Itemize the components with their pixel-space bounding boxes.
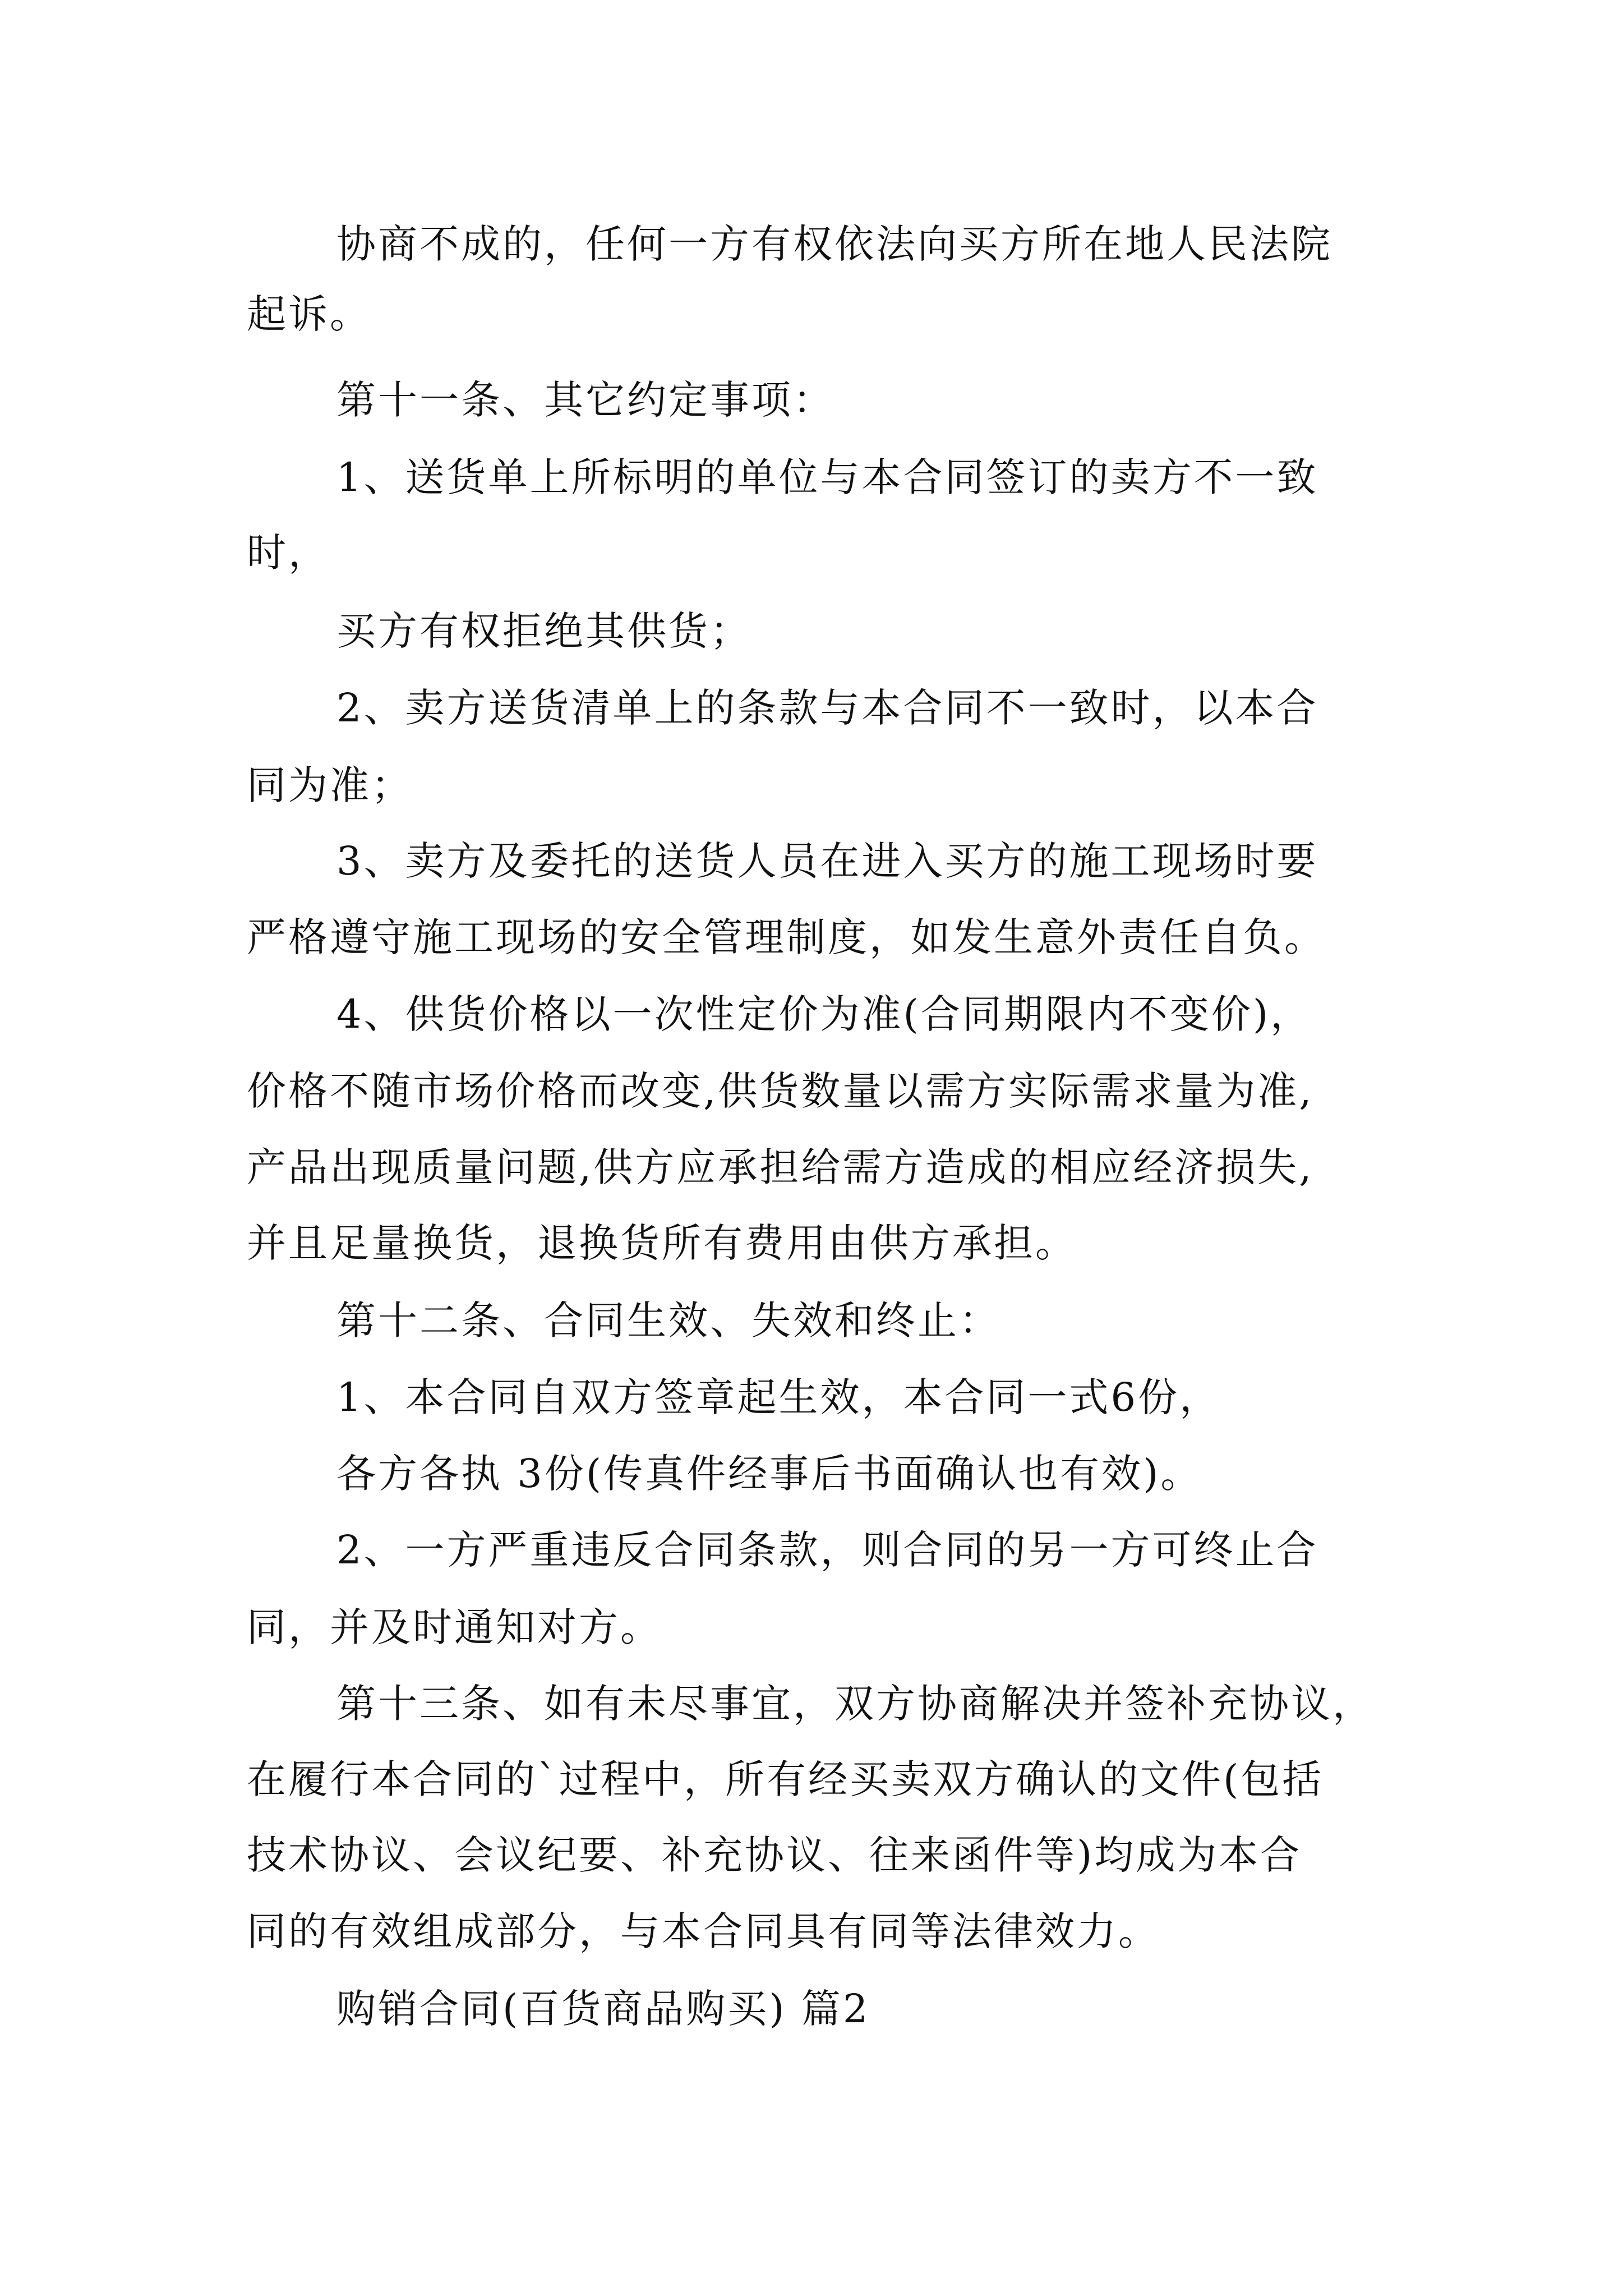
text-line: 起诉。 (247, 291, 371, 337)
article-title: 购销合同(百货商品购买) 篇2 (336, 1986, 870, 2032)
text-line: 1、本合同自双方签章起生效，本合同一式6份， (336, 1374, 1221, 1420)
text-line: 各方各执 3份(传真件经事后书面确认也有效)。 (336, 1451, 1202, 1497)
text-line: 在履行本合同的`过程中，所有经买卖双方确认的文件(包括 (247, 1756, 1324, 1802)
text-line: 2、一方严重违反合同条款，则合同的另一方可终止合 (336, 1527, 1318, 1573)
text-line: 1、送货单上所标明的单位与本合同签订的卖方不一致 (336, 454, 1318, 500)
text-line: 价格不随市场价格而改变,供货数量以需方实际需求量为准, (247, 1068, 1314, 1114)
text-line: 同，并及时通知对方。 (247, 1604, 662, 1650)
text-line: 4、供货价格以一次性定价为准(合同期限内不变价)， (336, 991, 1312, 1037)
text-line: 严格遵守施工现场的安全管理制度，如发生意外责任自负。 (247, 914, 1326, 960)
text-line: 协商不成的，任何一方有权依法向买方所在地人民法院 (336, 221, 1332, 267)
text-line: 同的有效组成部分，与本合同具有同等法律效力。 (247, 1908, 1160, 1954)
section-heading: 第十三条、如有未尽事宜，双方协商解决并签补充协议， (336, 1681, 1374, 1727)
section-heading: 第十一条、其它约定事项： (336, 377, 834, 423)
text-line: 产品出现质量问题,供方应承担给需方造成的相应经济损失, (247, 1144, 1314, 1190)
text-line: 买方有权拒绝其供货； (336, 608, 751, 654)
text-line: 时， (247, 530, 330, 576)
section-heading: 第十二条、合同生效、失效和终止： (336, 1297, 1000, 1343)
text-line: 并且足量换货，退换货所有费用由供方承担。 (247, 1220, 1077, 1266)
text-line: 2、卖方送货清单上的条款与本合同不一致时，以本合 (336, 685, 1318, 731)
text-line: 3、卖方及委托的送货人员在进入买方的施工现场时要 (336, 838, 1318, 884)
text-line: 同为准； (247, 762, 413, 808)
text-line: 技术协议、会议纪要、补充协议、往来函件等)均成为本合 (247, 1832, 1302, 1878)
